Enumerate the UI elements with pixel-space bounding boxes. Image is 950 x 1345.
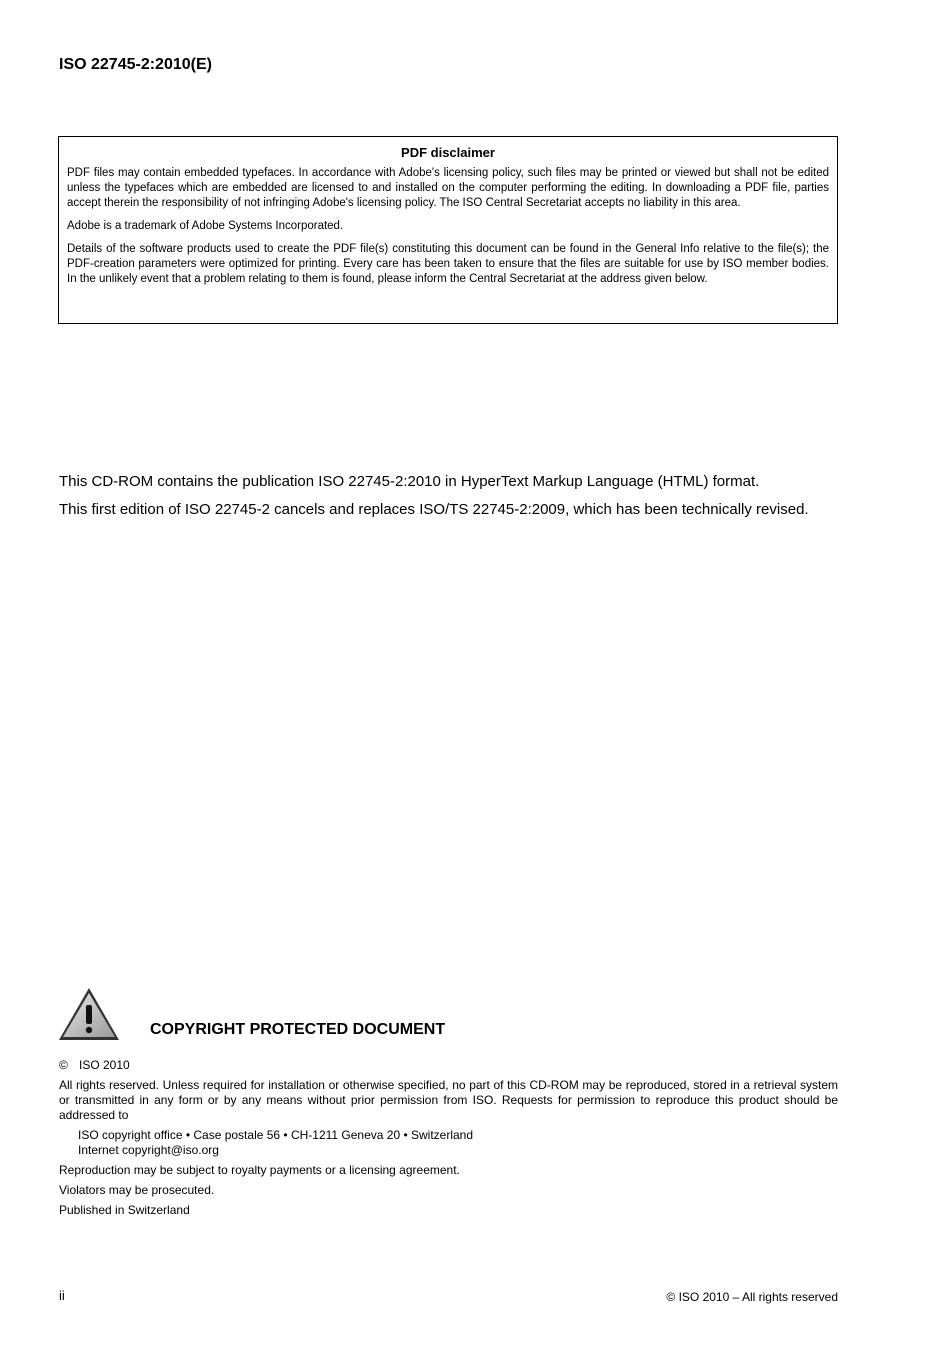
copyright-year-line: [59, 1058, 838, 1073]
copyright-year: ISO 2010: [79, 1058, 130, 1072]
copyright-title: COPYRIGHT PROTECTED DOCUMENT: [150, 1021, 446, 1038]
copyright-notice: [59, 1058, 838, 1223]
copyright-symbol: ©: [59, 1058, 68, 1072]
reproduction-text: Reproduction may be subject to royalty payments or a licensing agreement.: [59, 1163, 460, 1177]
footer-copyright: © ISO 2010 – All rights reserved: [666, 1290, 838, 1304]
body-paragraph: This CD-ROM contains the publication ISO 22745-2:2010 in HyperText Markup Language (HTML) format.: [59, 473, 760, 490]
violators-text: Violators may be prosecuted.: [59, 1183, 215, 1197]
document-id: ISO 22745-2:2010(E): [59, 56, 212, 73]
disclaimer-paragraph: Details of the software products used to create the PDF file(s) constituting this document can be found in the General Info relative to the file(s); the PDF-creation parameters were optimized for printing. Every care has been taken to ensure that the files are suitable for use by ISO member bodies. In the unlikely event that a problem relating to them is found, please inform the Central Secretariat at the address given below.: [67, 243, 829, 285]
body-paragraph: This first edition of ISO 22745-2 cancels and replaces ISO/TS 22745-2:2009, which has been technically revised.: [59, 501, 809, 518]
pdf-disclaimer-box: [58, 136, 838, 324]
disclaimer-paragraph: PDF files may contain embedded typefaces. In accordance with Adobe's licensing policy, such files may be printed or viewed but shall not be edited unless the typefaces which are embedded are licensed to and installed on the computer performing the editing. In downloading a PDF file, parties accept therein the responsibility of not infringing Adobe's licensing policy. The ISO Central Secretariat accepts no liability in this area.: [67, 167, 829, 209]
internet-line: Internet copyright@iso.org: [78, 1143, 219, 1157]
body-text: [59, 473, 835, 529]
rights-text: All rights reserved. Unless required for installation or otherwise specified, no part of this CD-ROM may be reproduced, stored in a retrieval system or transmitted in any form or by any means without prior permission from ISO. Requests for permission to reproduce this product should be addressed to: [59, 1078, 838, 1122]
page-number: ii: [59, 1288, 65, 1303]
disclaimer-title: PDF disclaimer: [401, 145, 495, 160]
disclaimer-paragraph: Adobe is a trademark of Adobe Systems Incorporated.: [67, 220, 344, 232]
published-text: Published in Switzerland: [59, 1203, 190, 1217]
address-line: ISO copyright office • Case postale 56 • CH-1211 Geneva 20 • Switzerland: [78, 1128, 474, 1142]
warning-triangle-icon: [58, 987, 120, 1041]
contact-address: [59, 1128, 838, 1158]
